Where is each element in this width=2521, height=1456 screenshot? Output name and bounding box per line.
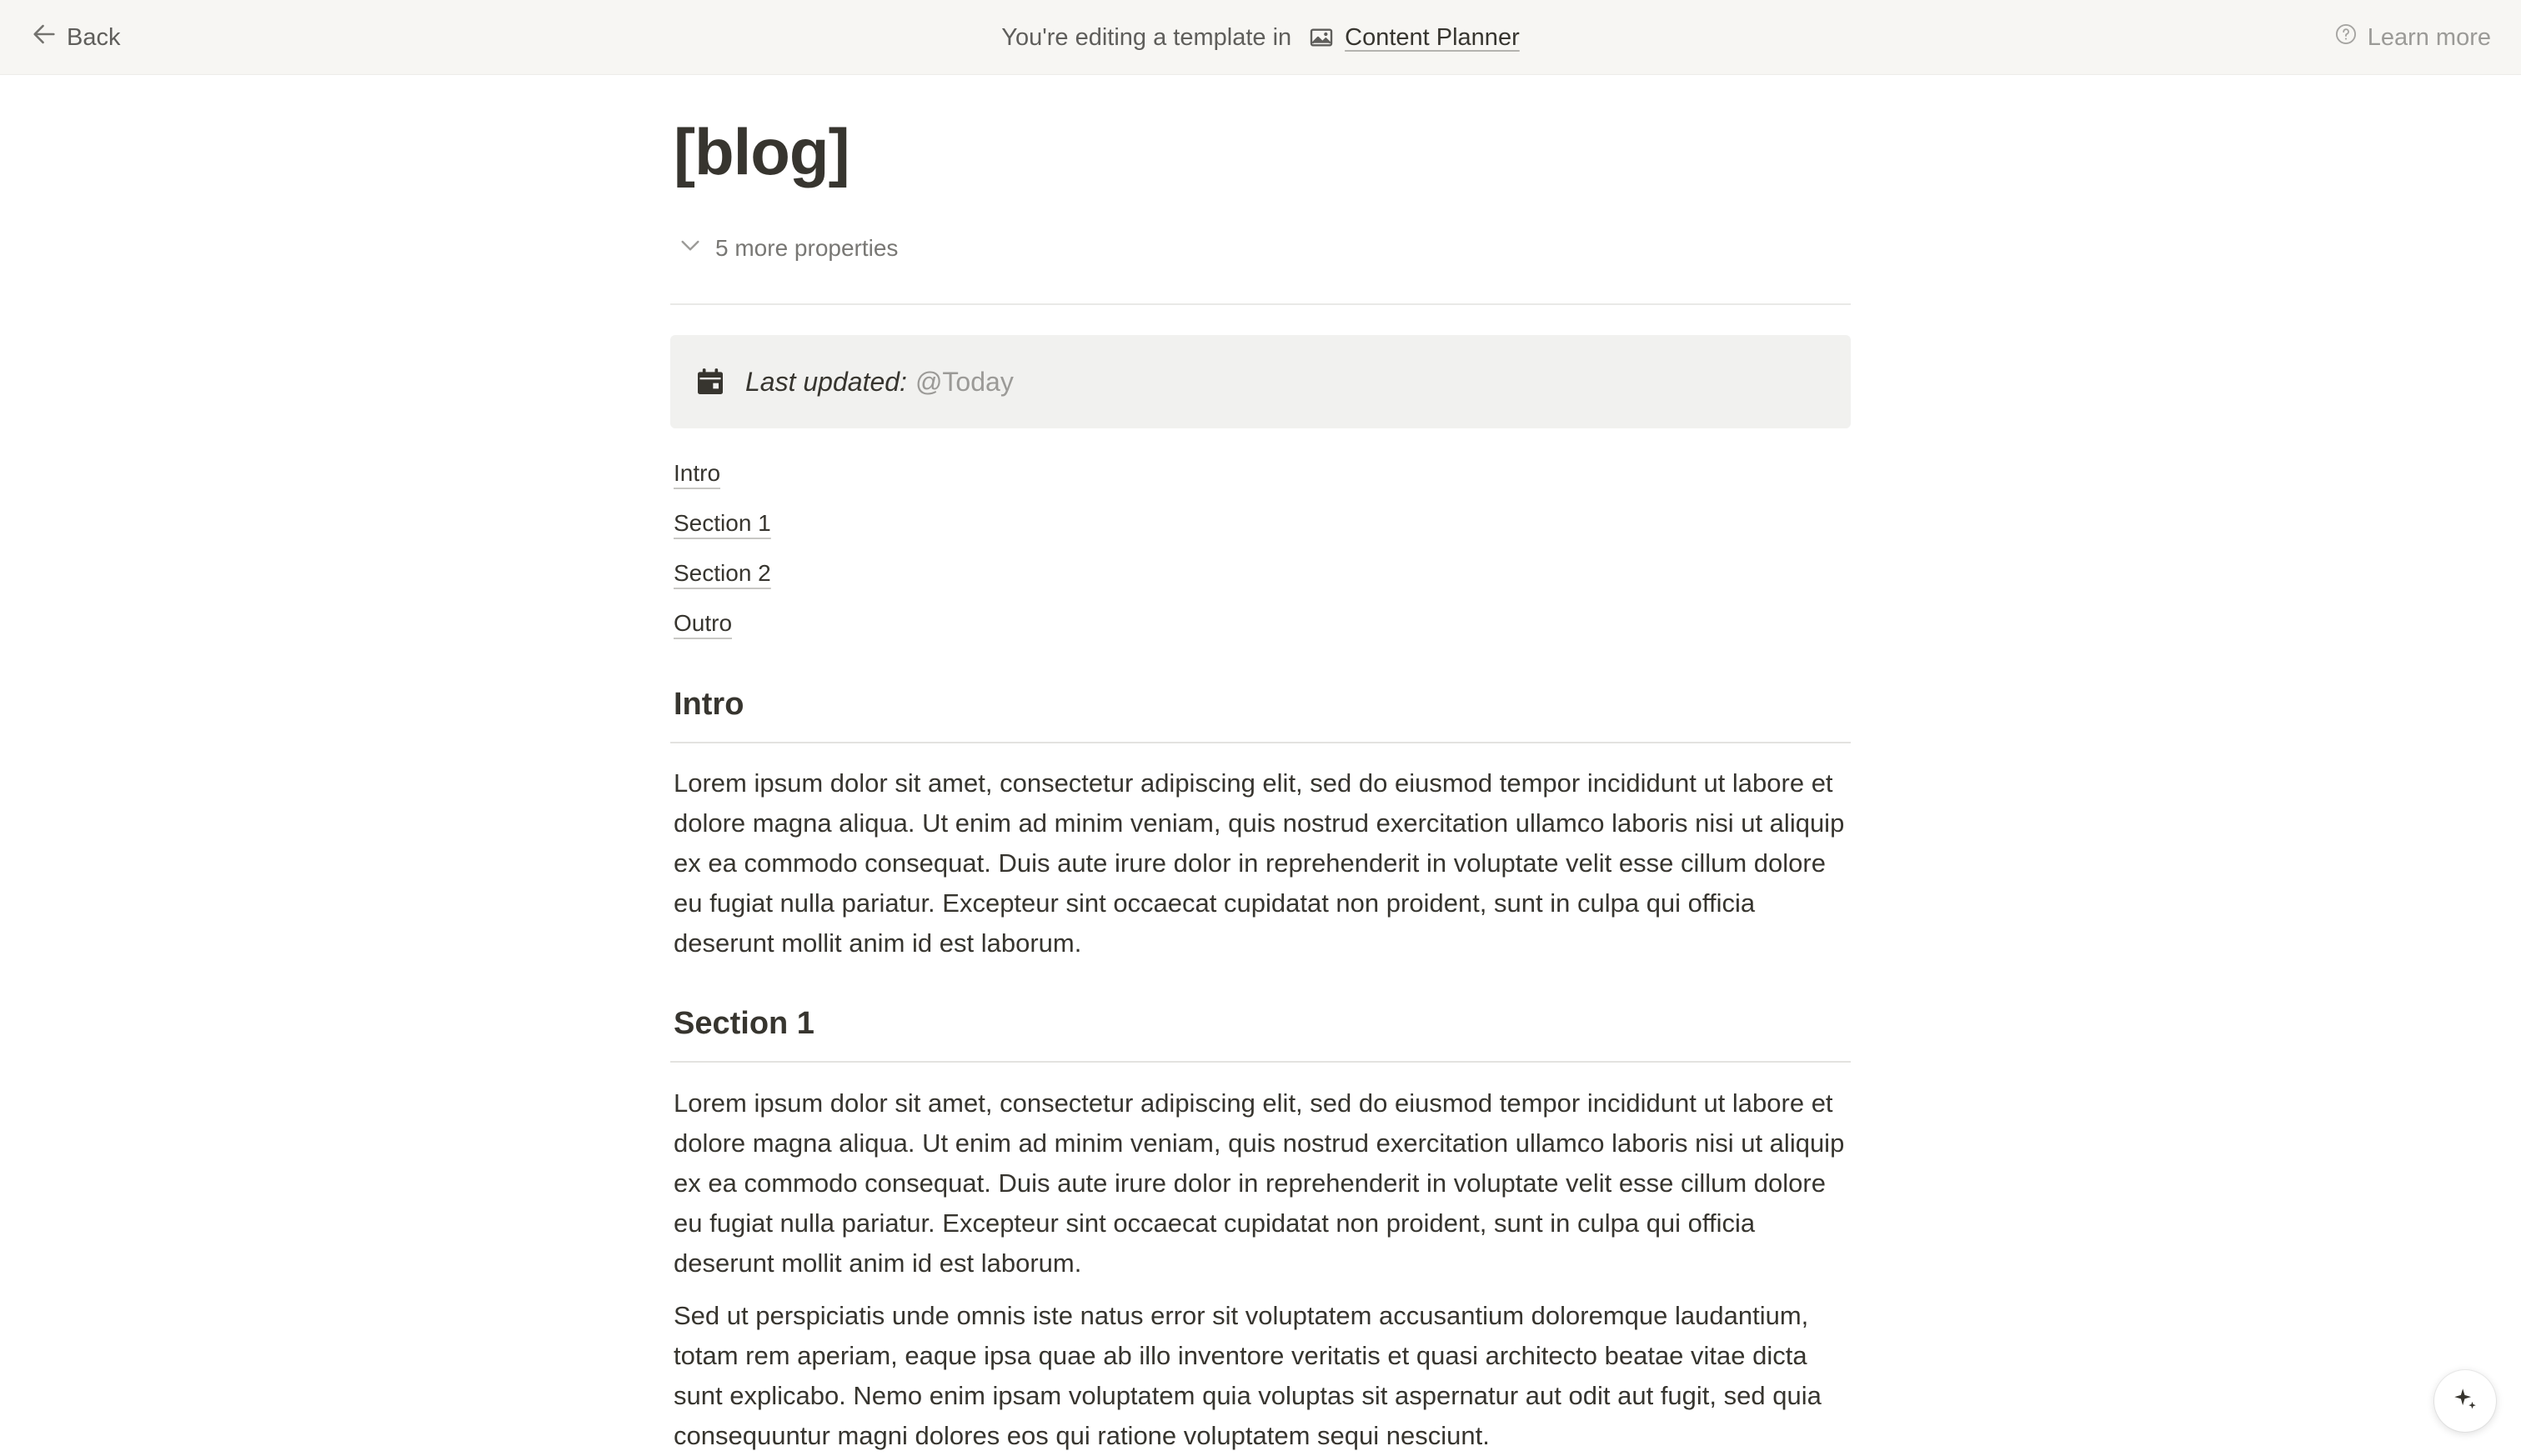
date-mention[interactable]: @Today xyxy=(915,366,1014,397)
section-divider xyxy=(670,742,1851,743)
section-1-paragraph-1[interactable]: Lorem ipsum dolor sit amet, consectetur adipiscing elit, sed do eiusmod tempor incididunt ut labore et dolore magna aliqua. Ut enim ad minim veniam, quis nostrud exercitation ullamco laboris nisi ut aliquip ex ea commodo consequat. Duis aute irure dolor in reprehenderit in voluptate velit esse cillum dolore eu fugiat nulla pariatur. Excepteur sint occaecat cupidatat non proident, sunt in culpa qui officia deserunt mollit anim id est laborum. xyxy=(674,1088,1845,1278)
toc-item-outro[interactable]: Outro xyxy=(674,610,733,636)
more-properties-toggle[interactable] xyxy=(677,232,898,264)
ai-assistant-button[interactable] xyxy=(2434,1370,2496,1432)
calendar-icon xyxy=(694,365,727,398)
image-icon xyxy=(1308,24,1335,51)
section-heading-intro[interactable]: Intro xyxy=(674,687,744,722)
intro-paragraph[interactable]: Lorem ipsum dolor sit amet, consectetur adipiscing elit, sed do eiusmod tempor incididunt ut labore et dolore magna aliqua. Ut enim ad minim veniam, quis nostrud exercitation ullamco laboris nisi ut aliquip ex ea commodo consequat. Duis aute irure dolor in reprehenderit in voluptate velit esse cillum dolore eu fugiat nulla pariatur. Excepteur sint occaecat cupidatat non proident, sunt in culpa qui officia deserunt mollit anim id est laborum. xyxy=(674,768,1845,958)
template-notice xyxy=(0,18,2521,57)
toc-item-intro[interactable]: Intro xyxy=(674,460,721,486)
learn-more-label: Learn more xyxy=(2367,23,2491,51)
chevron-down-icon xyxy=(677,232,704,264)
editing-text: You're editing a template in xyxy=(1001,23,1292,51)
properties-divider xyxy=(670,303,1851,305)
section-heading-section-1[interactable]: Section 1 xyxy=(674,1006,814,1041)
back-label: Back xyxy=(67,23,121,51)
section-1-paragraph-2[interactable]: Sed ut perspiciatis unde omnis iste natus error sit voluptatem accusantium doloremque laudantium, totam rem aperiam, eaque ipsa quae ab illo inventore veritatis et quasi architecto beatae vitae dicta sunt explicabo. Nemo enim ipsam voluptatem quia voluptas sit aspernatur aut odit aut fugit, sed quia consequuntur magni dolores eos qui ratione voluptatem sequi nesciunt. xyxy=(674,1301,1822,1450)
toc-item-section-1[interactable]: Section 1 xyxy=(674,510,771,536)
toc-item-section-2[interactable]: Section 2 xyxy=(674,560,771,586)
template-banner xyxy=(0,0,2521,75)
help-circle-icon xyxy=(2334,23,2358,53)
database-link[interactable]: Content Planner xyxy=(1345,23,1520,51)
learn-more-button[interactable] xyxy=(2334,18,2491,57)
more-properties-label: 5 more properties xyxy=(715,234,899,261)
page-title[interactable]: [blog] xyxy=(674,115,850,188)
section-divider xyxy=(670,1061,1851,1063)
callout-label: Last updated: xyxy=(745,366,907,397)
table-of-contents xyxy=(674,448,771,648)
sparkle-icon xyxy=(2451,1385,2479,1418)
last-updated-callout[interactable] xyxy=(670,335,1851,428)
